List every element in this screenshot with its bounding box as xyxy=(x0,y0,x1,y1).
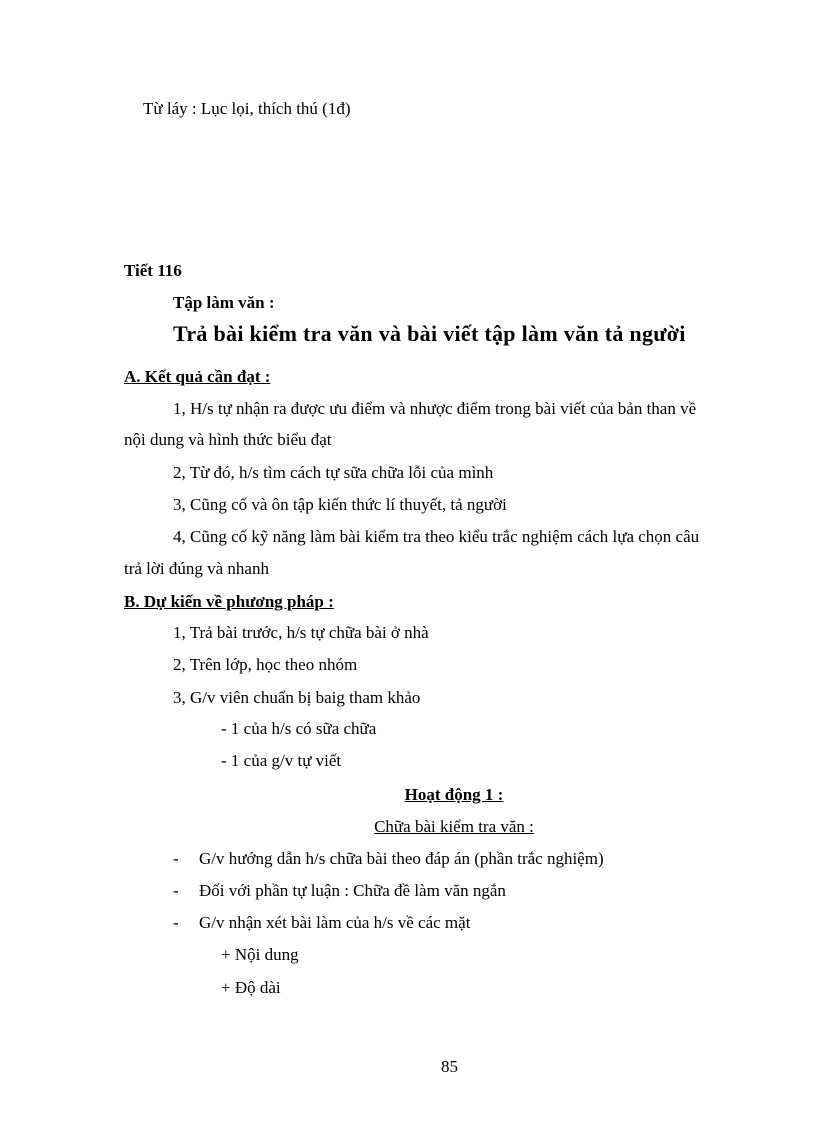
activity-heading: Hoạt động 1 : xyxy=(404,785,504,804)
page-number: 85 xyxy=(441,1057,458,1076)
section-b-item2: 2, Trên lớp, học theo nhóm xyxy=(173,655,358,674)
bullet-marker: - xyxy=(173,881,179,900)
bullet-marker: - xyxy=(173,913,179,932)
activity-plus-2: + Độ dài xyxy=(221,978,281,997)
activity-bullet-1: G/v hướng dẫn h/s chữa bài theo đáp án (phần trắc nghiệm) xyxy=(199,849,604,868)
top-note: Từ láy : Lục lọi, thích thú (1đ) xyxy=(143,99,351,118)
lesson-title: Trả bài kiểm tra văn và bài viết tập làm văn tả người xyxy=(173,321,686,346)
section-a-item4-line1: 4, Cũng cố kỹ năng làm bài kiểm tra theo kiểu trắc nghiệm cách lựa chọn câu xyxy=(173,527,700,546)
activity-plus-1: + Nội dung xyxy=(221,945,299,964)
section-a-item1-line2: nội dung và hình thức biểu đạt xyxy=(124,430,332,449)
section-a-item1-line1: 1, H/s tự nhận ra được ưu điểm và nhược điểm trong bài viết của bản than về xyxy=(173,399,697,418)
section-b-item1: 1, Trả bài trước, h/s tự chữa bài ở nhà xyxy=(173,623,429,642)
section-a-item3: 3, Cũng cố và ôn tập kiến thức lí thuyết, tả người xyxy=(173,495,507,514)
section-b-heading: B. Dự kiến về phương pháp : xyxy=(124,592,334,611)
lesson-number: Tiết 116 xyxy=(124,261,182,280)
section-a-item2: 2, Từ đó, h/s tìm cách tự sữa chữa lỗi của mình xyxy=(173,463,494,482)
section-b-sub2: - 1 của g/v tự viết xyxy=(221,751,342,770)
subject-label: Tập làm văn : xyxy=(173,293,275,312)
section-b-sub1: - 1 của h/s có sữa chữa xyxy=(221,719,377,738)
section-a-heading: A. Kết quả cần đạt : xyxy=(124,367,271,386)
activity-subheading: Chữa bài kiểm tra văn : xyxy=(374,817,534,836)
bullet-marker: - xyxy=(173,849,179,868)
section-b-item3: 3, G/v viên chuẩn bị baig tham khảo xyxy=(173,688,421,707)
section-a-item4-line2: trả lời đúng và nhanh xyxy=(124,559,269,578)
activity-bullet-2: Đối với phần tự luận : Chữa đề làm văn ngắn xyxy=(199,881,506,900)
activity-bullet-3: G/v nhận xét bài làm của h/s về các mặt xyxy=(199,913,471,932)
